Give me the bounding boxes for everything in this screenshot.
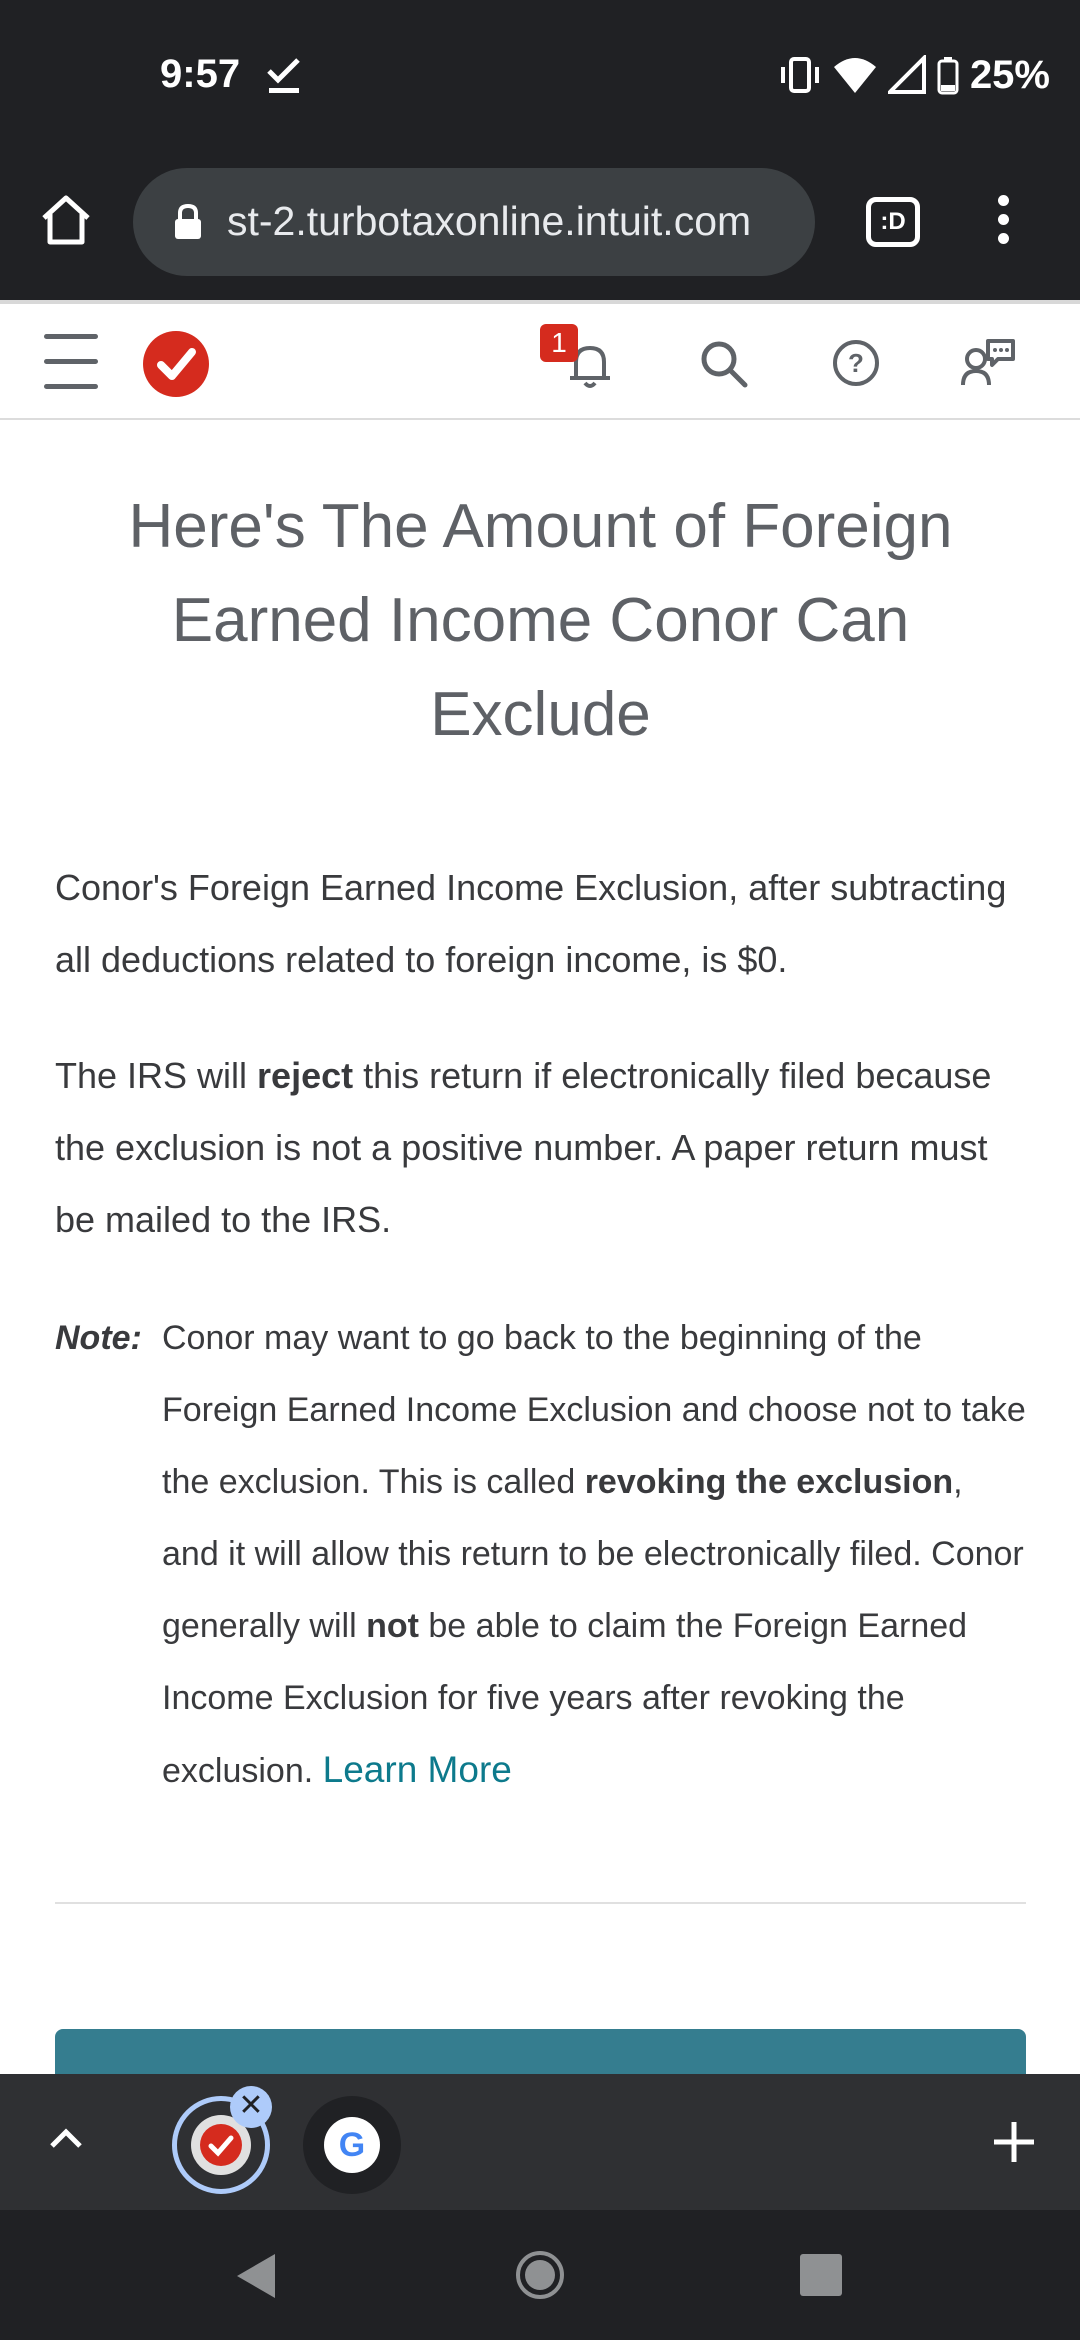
turbotax-favicon bbox=[200, 2124, 242, 2166]
note-label: Note: bbox=[55, 1319, 142, 1357]
reject-text-b: this return if electronically filed because the exclusion is not a positive number. A paper return must be mailed to the IRS. bbox=[55, 1055, 992, 1240]
status-icons bbox=[778, 50, 1050, 100]
home-icon[interactable] bbox=[38, 192, 94, 248]
chat-icon[interactable] bbox=[960, 337, 1016, 389]
reject-warning-text bbox=[55, 1040, 1026, 1256]
back-icon[interactable] bbox=[235, 2252, 277, 2300]
battery-icon bbox=[936, 55, 960, 95]
reject-bold: reject bbox=[257, 1055, 354, 1096]
note-bold-not: not bbox=[366, 1607, 419, 1645]
recents-icon[interactable] bbox=[800, 2254, 842, 2296]
address-bar[interactable] bbox=[133, 168, 815, 276]
system-nav-bar bbox=[0, 2210, 1080, 2340]
menu-icon[interactable] bbox=[44, 334, 98, 390]
main-content bbox=[55, 420, 1026, 1904]
home-circle-icon[interactable] bbox=[515, 2250, 565, 2300]
learn-more-link[interactable]: Learn More bbox=[322, 1749, 512, 1790]
tab-strip bbox=[0, 2074, 1080, 2210]
turbotax-logo[interactable] bbox=[143, 331, 209, 397]
exclusion-amount-text: Conor's Foreign Earned Income Exclusion, after subtracting all deductions related to foreign income, is $0. bbox=[55, 867, 1007, 980]
page-title: Here's The Amount of Foreign Earned Income Conor Can Exclude bbox=[128, 492, 953, 749]
note-text-c: be able to claim the Foreign Earned Income Exclusion for five years after revoking the exclusion. bbox=[162, 1607, 968, 1790]
note-block bbox=[55, 1302, 1026, 1807]
chevron-up-icon[interactable] bbox=[48, 2126, 84, 2150]
signal-icon bbox=[888, 55, 926, 95]
tabs-icon[interactable]: :D bbox=[866, 197, 920, 247]
more-menu-icon[interactable] bbox=[995, 195, 1011, 249]
lock-icon bbox=[173, 203, 203, 241]
search-icon[interactable] bbox=[697, 337, 749, 389]
continue-button[interactable] bbox=[55, 2029, 1026, 2074]
note-body bbox=[162, 1302, 1026, 1807]
help-icon[interactable] bbox=[830, 337, 882, 389]
wifi-icon bbox=[832, 55, 878, 95]
svg-text:?: ? bbox=[848, 348, 864, 378]
reject-text-a: The IRS will bbox=[55, 1055, 258, 1096]
note-text-a: Conor may want to go back to the beginning of the Foreign Earned Income Exclusion and choose not to take the exclusion. This is called bbox=[162, 1319, 1026, 1501]
vibrate-icon bbox=[778, 55, 822, 95]
tab-google[interactable] bbox=[303, 2096, 401, 2194]
notification-badge: 1 bbox=[540, 324, 578, 362]
new-tab-icon[interactable] bbox=[990, 2118, 1038, 2166]
status-time: 9:57 bbox=[160, 52, 241, 96]
note-bold-revoking: revoking the exclusion bbox=[584, 1463, 954, 1501]
close-tab-icon[interactable]: ✕ bbox=[230, 2086, 272, 2128]
url-text: st-2.turbotaxonline.intuit.com bbox=[227, 198, 752, 244]
note-text-b: , and it will allow this return to be electronically filed. Conor generally will bbox=[162, 1463, 1024, 1645]
divider bbox=[55, 1902, 1026, 1904]
google-favicon: G bbox=[324, 2117, 380, 2173]
battery-percent: 25% bbox=[969, 52, 1050, 97]
app-header bbox=[0, 300, 1080, 420]
check-icon bbox=[265, 55, 303, 95]
status-bar bbox=[0, 0, 1080, 150]
